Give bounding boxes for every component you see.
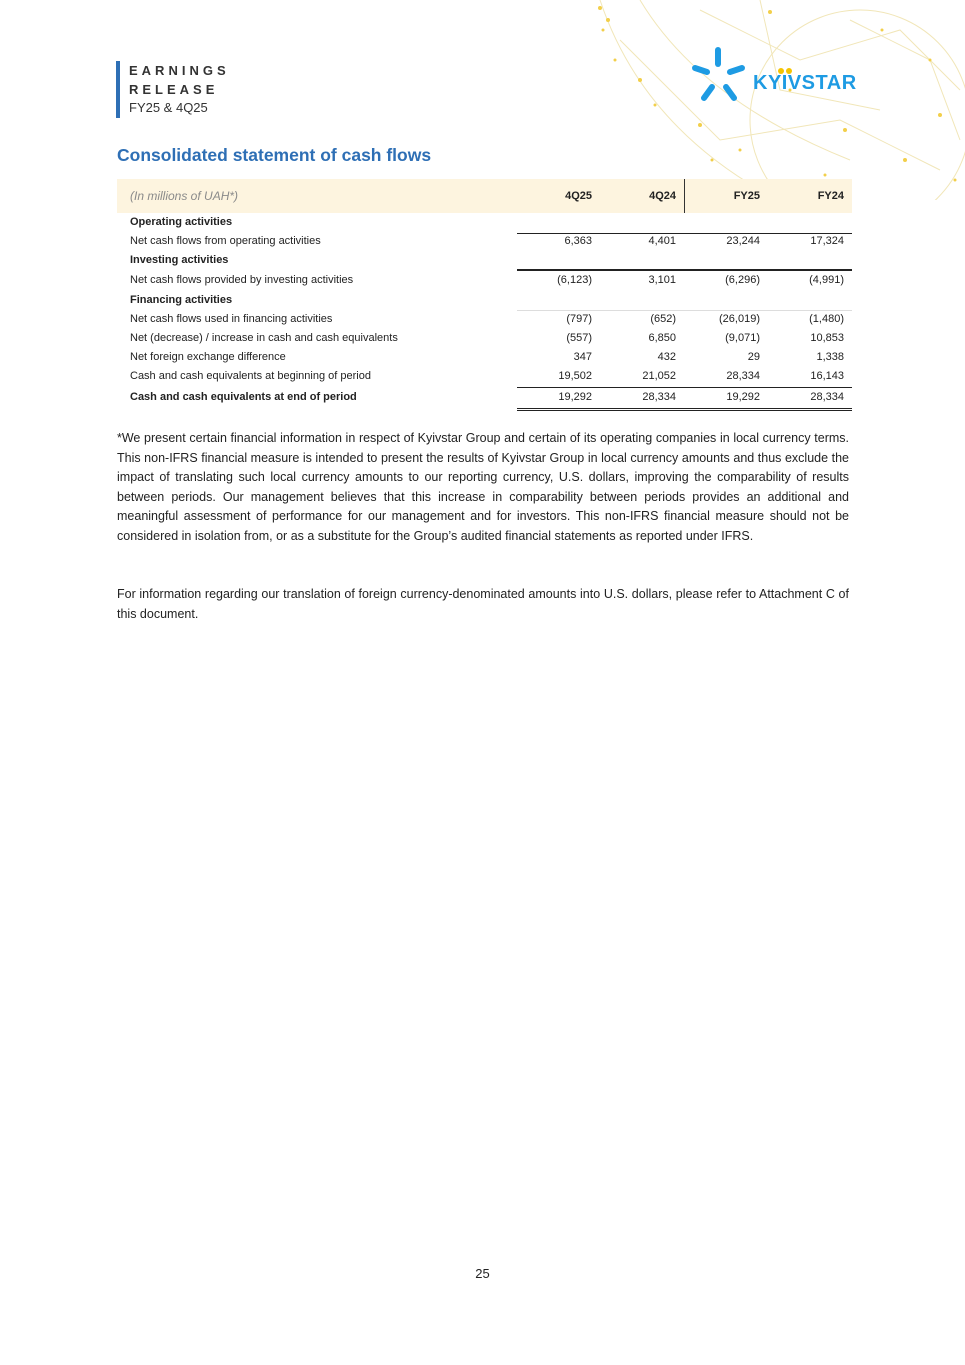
cash-flow-table [117, 179, 852, 408]
header-period: FY25 & 4Q25 [129, 100, 208, 115]
row-label: Net cash flows from operating activities [130, 235, 321, 247]
cell: 21,052 [642, 370, 676, 382]
cell: 19,292 [558, 391, 592, 403]
cell: 19,292 [726, 391, 760, 403]
cell: 17,324 [810, 235, 844, 247]
cell: (797) [566, 313, 592, 325]
header-line-earnings: EARNINGS [129, 63, 230, 78]
row-label: Net foreign exchange difference [130, 351, 286, 363]
page-title: Consolidated statement of cash flows [117, 145, 432, 165]
table-header-row [117, 179, 852, 213]
table-row [117, 367, 852, 386]
row-label: Net (decrease) / increase in cash and cash equivalents [130, 332, 398, 344]
table-row [117, 310, 852, 329]
logo-wordmark: KYIVSTAR [753, 72, 857, 94]
cell: (1,480) [809, 313, 844, 325]
row-rule [517, 410, 852, 411]
cell: 6,363 [564, 235, 592, 247]
page-number: 25 [475, 1266, 490, 1281]
attachment-note-paragraph: For information regarding our translation of foreign currency-denominated amounts into U.S. dollars, please refer to Attachment C of this document. [117, 587, 849, 621]
cell: 6,850 [648, 332, 676, 344]
col-header: FY24 [817, 190, 844, 202]
header-line-release: RELEASE [129, 82, 219, 97]
earnings-release-header [116, 61, 230, 118]
row-rule [517, 408, 852, 409]
table-row [117, 251, 852, 270]
cell: 16,143 [810, 370, 844, 382]
cell: 10,853 [810, 332, 844, 344]
cell: 4,401 [648, 235, 676, 247]
row-label: Net cash flows provided by investing activities [130, 274, 354, 286]
table-row [117, 386, 852, 408]
cell: 3,101 [648, 274, 676, 286]
cell: (652) [650, 313, 676, 325]
cell: 28,334 [642, 391, 676, 403]
row-label-total: Cash and cash equivalents at end of period [130, 391, 357, 403]
row-label: Cash and cash equivalents at beginning of period [130, 370, 371, 382]
section-label: Operating activities [130, 216, 233, 228]
cell: 19,502 [558, 370, 592, 382]
column-divider [684, 179, 685, 213]
cell: (6,123) [557, 274, 592, 286]
cell: (557) [566, 332, 592, 344]
col-header: 4Q24 [649, 190, 676, 202]
cell: 28,334 [810, 391, 844, 403]
section-label: Investing activities [130, 254, 229, 266]
row-label: Net cash flows used in financing activities [130, 313, 333, 325]
table-row [117, 291, 852, 310]
col-header: FY25 [733, 190, 760, 202]
footnote-paragraph: *We present certain financial information in respect of Kyivstar Group and certain of its operating companies in local currency terms. This non-IFRS financial measure is intended to present the results of Kyivstar Group in local currency amounts and thus exclude the impact of translating such local currency amounts to our reporting currency, U.S. dollars, improving the comparability of results between periods. Our management believes that this increase in comparability between periods provides an additional and meaningful assessment of performance for our management and for investors. This non-IFRS financial measure should not be considered in isolation from, or as a substitute for the Group’s audited financial statements as reported under IFRS. [117, 431, 849, 543]
cell: 29 [747, 351, 760, 363]
table-row [117, 213, 852, 232]
cell: 23,244 [726, 235, 760, 247]
unit-label: (In millions of UAH*) [130, 189, 239, 203]
cell: (4,991) [809, 274, 844, 286]
cell: 347 [573, 351, 592, 363]
cell: 28,334 [726, 370, 760, 382]
table-row [117, 329, 852, 348]
cell: (26,019) [719, 313, 760, 325]
section-label: Financing activities [130, 294, 233, 306]
cell: 432 [657, 351, 676, 363]
table-row [117, 270, 852, 291]
cell: (6,296) [725, 274, 760, 286]
cell: 1,338 [816, 351, 844, 363]
cell: (9,071) [725, 332, 760, 344]
table-row [117, 348, 852, 367]
col-header: 4Q25 [565, 190, 592, 202]
table-row [117, 232, 852, 251]
